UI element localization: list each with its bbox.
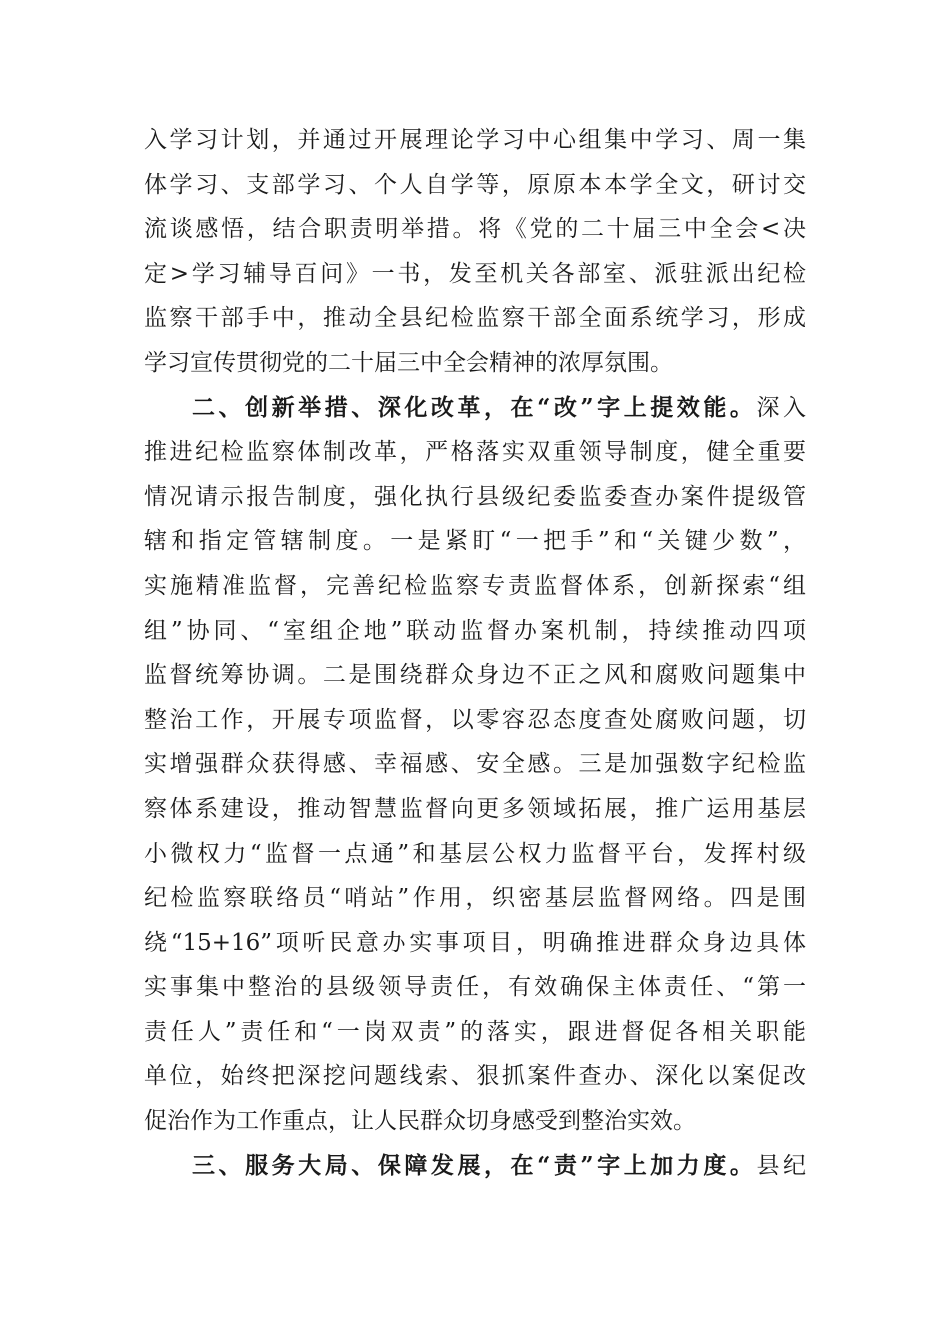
paragraph-3-first-line (144, 1144, 806, 1189)
text-line: 监察干部手中，推动全县纪检监察干部全面系统学习，形成 (144, 305, 806, 332)
text-line: 体学习、支部学习、个人自学等，原原本本学全文，研讨交 (144, 171, 806, 198)
text-line: 入学习计划，并通过开展理论学习中心组集中学习、周一集 (144, 127, 806, 153)
section-heading-2: 二、创新举措、深化改革，在“改”字上提效能。 (192, 393, 757, 421)
text-line: 组”协同、“室组企地”联动监督办案机制，持续推动四项 (144, 617, 806, 644)
text-line: 察体系建设，推动智慧监督向更多领域拓展，推广运用基层 (144, 795, 806, 822)
paragraph-2-first-line (144, 386, 806, 431)
text-line: 学习宣传贯彻党的二十届三中全会精神的浓厚氛围。 (144, 349, 673, 376)
text-line: 绕“15+16”项听民意办实事项目，明确推进群众身边具体 (144, 929, 806, 956)
section-heading-3: 三、服务大局、保障发展，在“责”字上加力度。 (192, 1151, 757, 1179)
document-body (144, 118, 806, 1188)
text-line: 推进纪检监察体制改革，严格落实双重领导制度，健全重要 (144, 439, 806, 466)
text-line: 整治工作，开展专项监督，以零容忍态度查处腐败问题，切 (144, 706, 806, 733)
text-line: 责任人”责任和“一岗双责”的落实，跟进督促各相关职能 (144, 1018, 806, 1045)
paragraph-3 (144, 1144, 806, 1189)
text-run: 深入 (756, 394, 806, 421)
text-line: 流谈感悟，结合职责明举措。将《党的二十届三中全会<决 (144, 216, 806, 243)
text-line: 促治作为工作重点，让人民群众切身感受到整治实效。 (144, 1108, 696, 1135)
text-line: 单位，始终把深挖问题线索、狠抓案件查办、深化以案促改 (144, 1063, 806, 1090)
text-line: 小微权力“监督一点通”和基层公权力监督平台，发挥村级 (144, 840, 806, 867)
text-line: 实事集中整治的县级领导责任，有效确保主体责任、“第一 (144, 974, 806, 1001)
text-line: 实增强群众获得感、幸福感、安全感。三是加强数字纪检监 (144, 751, 806, 778)
text-line: 实施精准监督，完善纪检监察专责监督体系，创新探索“组 (144, 572, 806, 599)
text-line: 情况请示报告制度，强化执行县级纪委监委查办案件提级管 (144, 483, 806, 510)
text-line: 纪检监察联络员“哨站”作用，织密基层监督网络。四是围 (144, 885, 806, 912)
text-line: 辖和指定管辖制度。一是紧盯“一把手”和“关键少数”， (144, 528, 806, 555)
text-line: 定>学习辅导百问》一书，发至机关各部室、派驻派出纪检 (144, 260, 806, 287)
text-run: 县纪 (756, 1152, 806, 1179)
text-line: 监督统筹协调。二是围绕群众身边不正之风和腐败问题集中 (144, 662, 806, 689)
paragraph-2 (144, 386, 806, 1144)
paragraph-1 (144, 118, 806, 386)
